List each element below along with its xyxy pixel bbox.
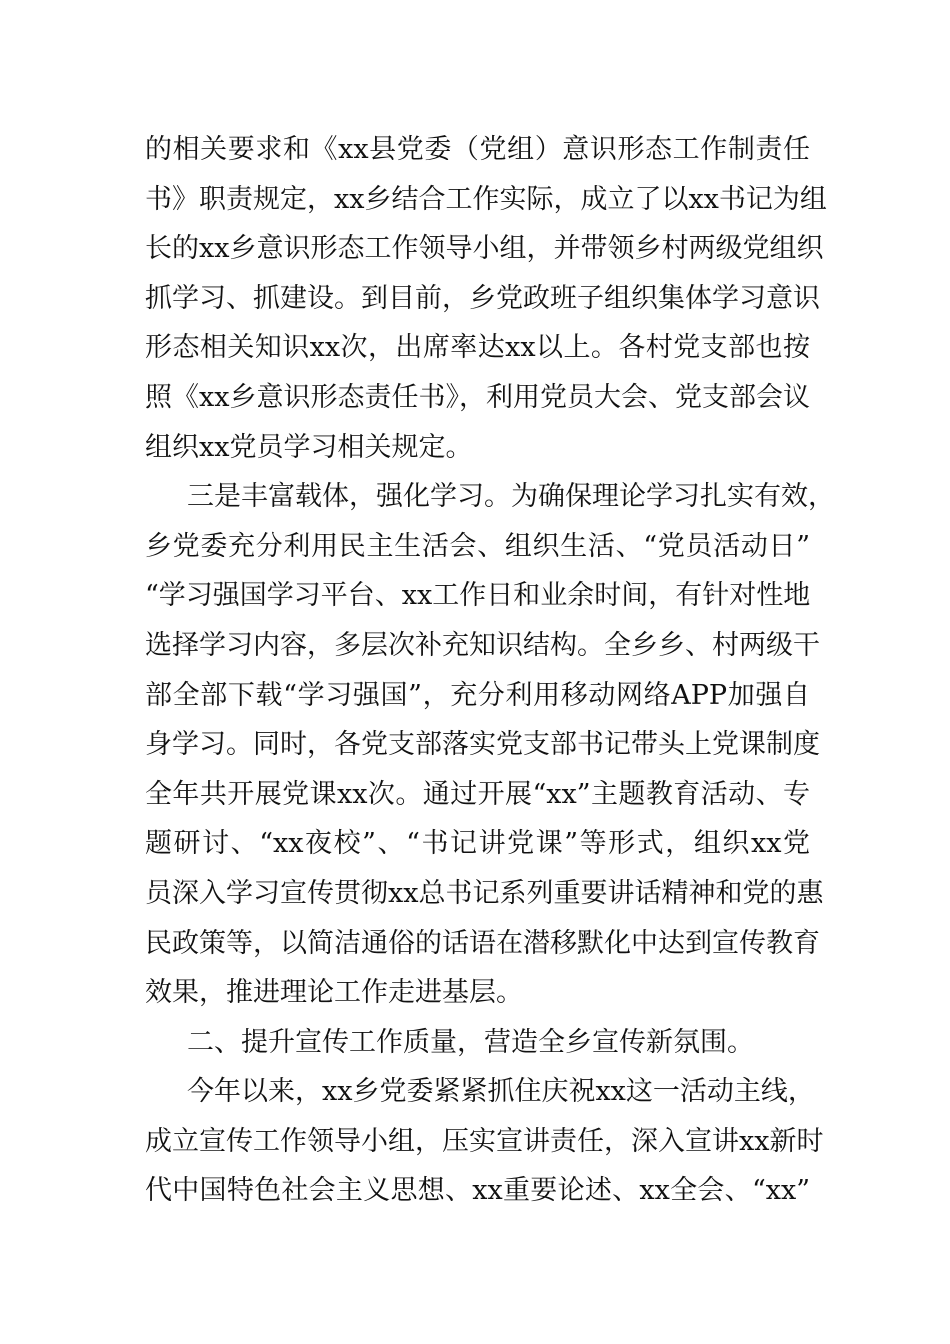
text-line: 乡党委充分利用民主生活会、组织生活、“党员活动日” <box>145 530 810 562</box>
text-line: 选择学习内容，多层次补充知识结构。全乡乡、村两级干 <box>145 629 820 661</box>
text-line: 的相关要求和《xx县党委（党组）意识形态工作制责任 <box>145 134 810 165</box>
text-line: 形态相关知识xx次，出席率达xx以上。各村党支部也按 <box>145 332 810 364</box>
text-line: 组织xx党员学习相关规定。 <box>145 431 473 463</box>
text-line: 抓学习、抓建设。到目前，乡党政班子组织集体学习意识 <box>145 282 820 314</box>
text-line: 成立宣传工作领导小组，压实宣讲责任，深入宣讲xx新时 <box>145 1125 824 1157</box>
text-line: 书》职责规定，xx乡结合工作实际，成立了以xx书记为组 <box>145 183 827 215</box>
text-line: “学习强国学习平台、xx工作日和业余时间，有针对性地 <box>145 580 811 612</box>
text-line: 三是丰富载体，强化学习。为确保理论学习扎实有效， <box>187 481 835 513</box>
text-line: 身学习。同时，各党支部落实党支部书记带头上党课制度 <box>145 729 820 761</box>
text-line: 今年以来，xx乡党委紧紧抓住庆祝xx这一活动主线， <box>187 1076 815 1108</box>
text-line: 题研讨、“xx夜校”、“书记讲党课”等形式，组织xx党 <box>145 828 810 860</box>
text-line: 部全部下载“学习强国”，充分利用移动网络APP加强自 <box>145 679 810 711</box>
text-line: 民政策等，以简洁通俗的话语在潜移默化中达到宣传教育 <box>145 927 820 959</box>
text-line: 二、提升宣传工作质量，营造全乡宣传新氛围。 <box>187 1026 754 1058</box>
text-line: 照《xx乡意识形态责任书》，利用党员大会、党支部会议 <box>145 381 810 413</box>
document-body <box>145 125 835 1216</box>
text-line: 效果，推进理论工作走进基层。 <box>145 977 523 1009</box>
text-line: 长的xx乡意识形态工作领导小组，并带领乡村两级党组织 <box>145 233 824 265</box>
text-line: 代中国特色社会主义思想、xx重要论述、xx全会、“xx” <box>145 1175 810 1207</box>
text-line: 员深入学习宣传贯彻xx总书记系列重要讲话精神和党的惠 <box>145 877 824 909</box>
text-line: 全年共开展党课xx次。通过开展“xx”主题教育活动、专 <box>145 778 810 810</box>
